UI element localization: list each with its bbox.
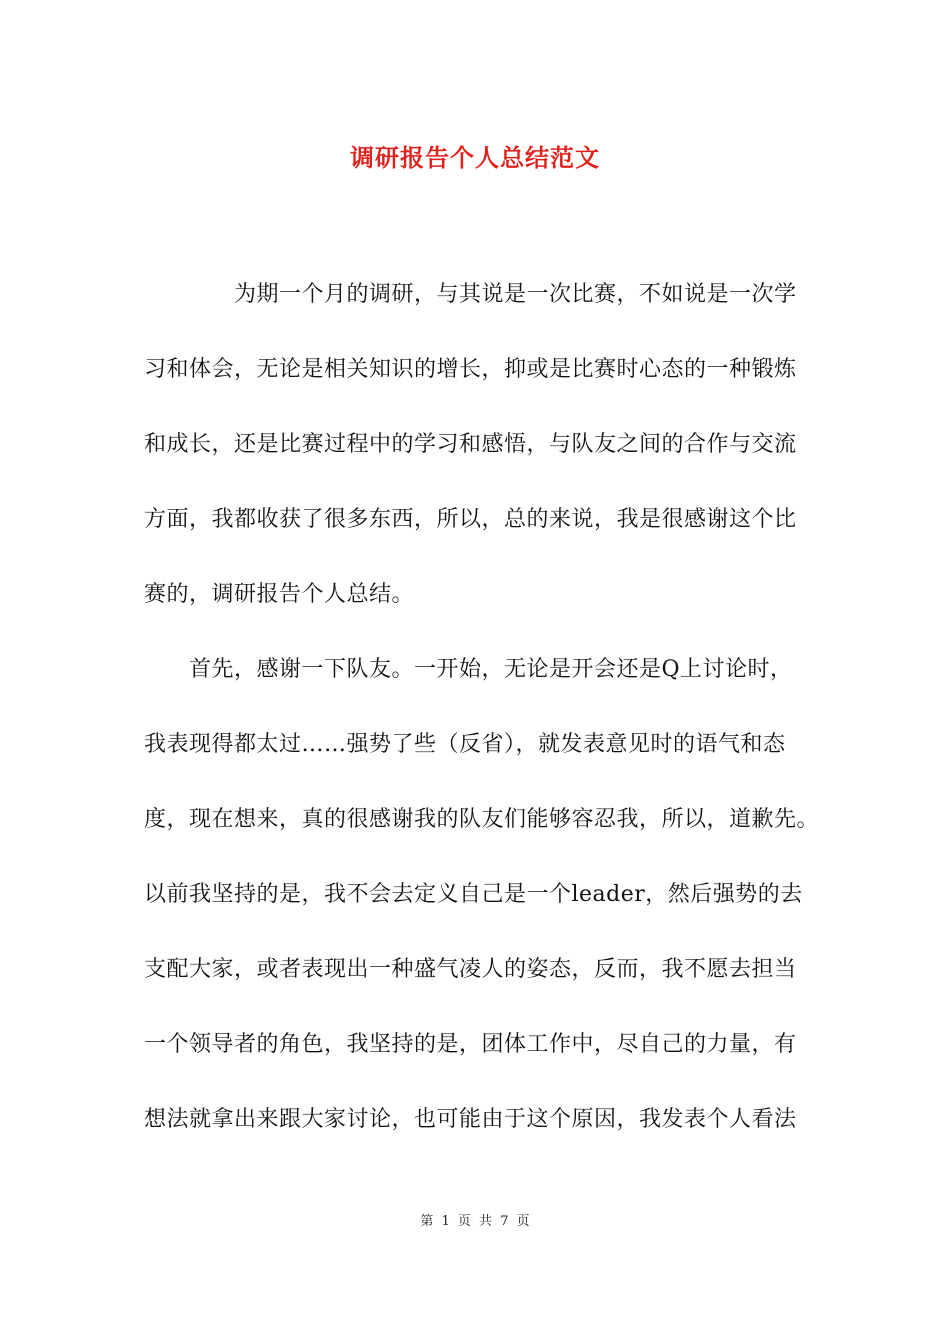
- paragraph-line: 方面，我都收获了很多东西，所以，总的来说，我是很感谢这个比: [144, 507, 797, 532]
- document-title: 调研报告个人总结范文: [350, 143, 600, 172]
- paragraph-line: 和成长，还是比赛过程中的学习和感悟，与队友之间的合作与交流: [144, 432, 797, 457]
- paragraph-line: 习和体会，无论是相关知识的增长，抑或是比赛时心态的一种锻炼: [144, 357, 797, 382]
- paragraph-line: 度，现在想来，真的很感谢我的队友们能够容忍我，所以，道歉先。: [144, 807, 820, 832]
- paragraph-line: 以前我坚持的是，我不会去定义自己是一个leader，然后强势的去: [144, 882, 803, 907]
- paragraph-line: 首先，感谢一下队友。一开始，无论是开会还是Q上讨论时，: [189, 657, 793, 682]
- paragraph-line: 想法就拿出来跟大家讨论，也可能由于这个原因，我发表个人看法: [144, 1107, 797, 1132]
- paragraph-line: 我表现得都太过……强势了些（反省），就发表意见时的语气和态: [144, 732, 786, 757]
- page-number: 第 1 页 共 7 页: [420, 1214, 530, 1229]
- paragraph-line: 赛的，调研报告个人总结。: [144, 582, 415, 607]
- paragraph-line: 一个领导者的角色，我坚持的是，团体工作中，尽自己的力量，有: [144, 1032, 797, 1057]
- paragraph-line: 支配大家，或者表现出一种盛气凌人的姿态，反而，我不愿去担当: [144, 957, 797, 982]
- paragraph-line: 为期一个月的调研，与其说是一次比赛，不如说是一次学: [234, 282, 797, 307]
